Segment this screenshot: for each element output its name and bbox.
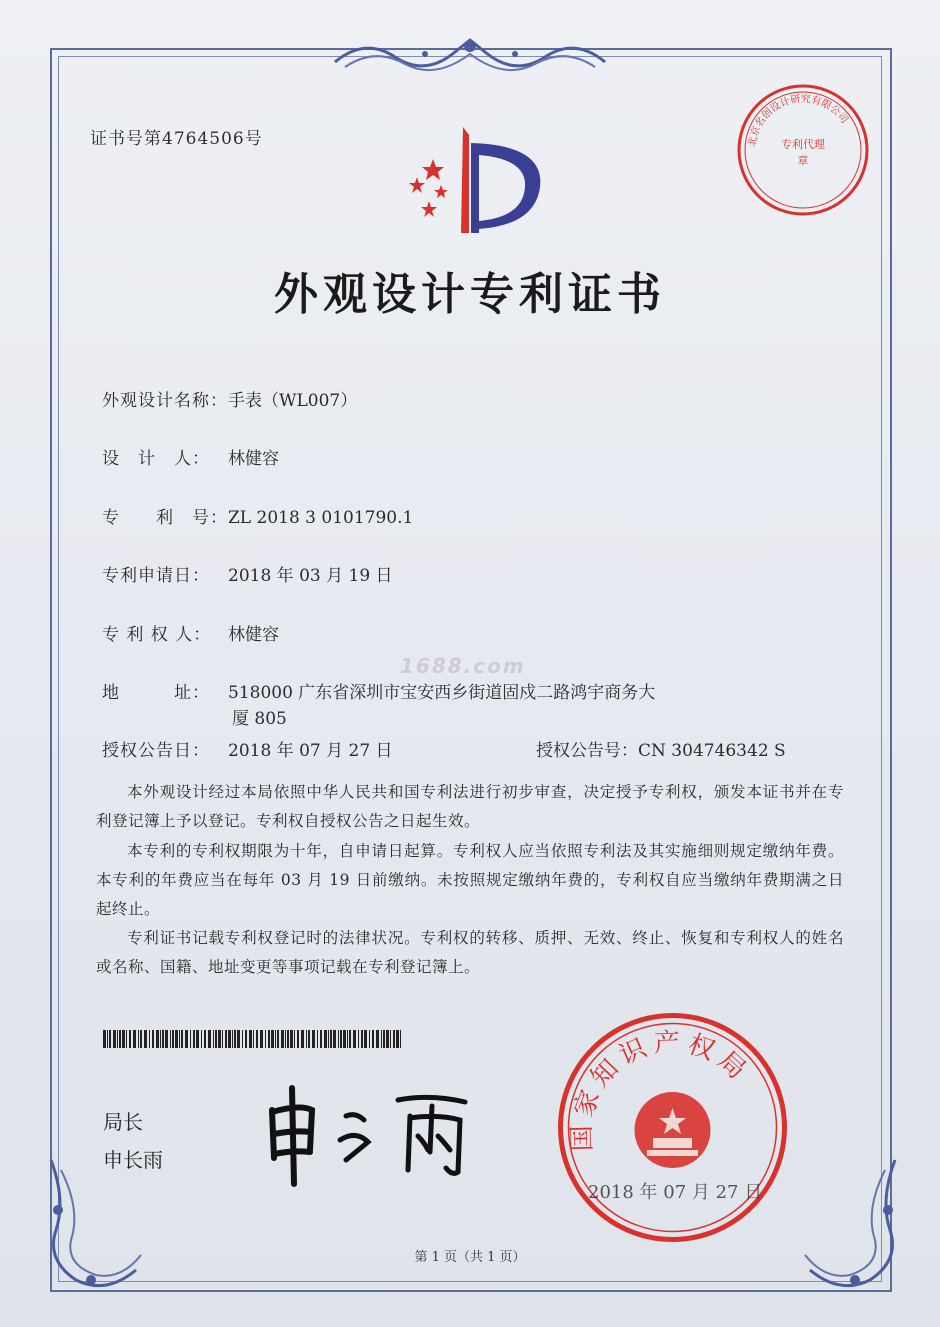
director-name: 申长雨 (103, 1148, 163, 1172)
barcode-bar (376, 1030, 379, 1048)
barcode-bar (181, 1030, 183, 1048)
barcode-bar (290, 1030, 293, 1048)
barcode-bar (361, 1030, 363, 1048)
barcode-bar (320, 1030, 322, 1048)
barcode-bar (162, 1030, 164, 1048)
barcode-bar (285, 1030, 286, 1048)
field-designer (102, 444, 279, 469)
barcode-bar (297, 1030, 299, 1048)
barcode-bar (265, 1030, 266, 1048)
field-value: CN 304746342 S (638, 741, 786, 761)
barcode-bar (126, 1030, 127, 1048)
barcode-bar (165, 1030, 168, 1048)
field-label: 授权公告日： (102, 741, 210, 761)
barcode-bar (119, 1030, 121, 1048)
barcode-bar (242, 1030, 243, 1048)
barcode-bar (133, 1030, 136, 1048)
barcode-bar (249, 1030, 252, 1048)
field-value: 2018 年 07 月 27 日 (228, 741, 393, 761)
field-grant-date (102, 736, 393, 761)
barcode (103, 1030, 403, 1048)
barcode-bar (179, 1030, 180, 1048)
barcode-bar (347, 1030, 348, 1048)
barcode-bar (185, 1030, 188, 1048)
barcode-bar (156, 1030, 159, 1048)
barcode-bar (107, 1030, 108, 1048)
address-line-2: 厦 805 (232, 709, 287, 729)
barcode-bar (312, 1030, 315, 1048)
director-signature (260, 1080, 480, 1190)
barcode-bar (204, 1030, 206, 1048)
office-seal-icon (555, 1010, 790, 1245)
svg-text:国家知识产权局: 国家知识产权局 (567, 1027, 756, 1152)
barcode-bar (160, 1030, 161, 1048)
barcode-bar (393, 1030, 395, 1048)
certificate-number: 证书号第4764506号 (90, 129, 263, 149)
barcode-bar (294, 1030, 295, 1048)
barcode-bar (358, 1030, 359, 1048)
barcode-bar (386, 1030, 389, 1048)
barcode-bar (196, 1030, 199, 1048)
barcode-bar (308, 1030, 310, 1048)
barcode-bar (396, 1030, 399, 1048)
svg-text:章: 章 (797, 154, 809, 167)
director-title: 局长 (103, 1110, 143, 1134)
barcode-bar (175, 1030, 178, 1048)
field-value: ZL 2018 3 0101790.1 (228, 508, 414, 528)
barcode-bar (340, 1030, 342, 1048)
field-grant-pub-no (536, 736, 786, 761)
barcode-bar (122, 1030, 125, 1048)
barcode-bar (381, 1030, 382, 1048)
barcode-bar (330, 1030, 332, 1048)
barcode-bar (117, 1030, 118, 1048)
field-label: 专利申请日： (102, 566, 210, 586)
barcode-bar (364, 1030, 367, 1048)
field-design-name (102, 386, 357, 411)
barcode-bar (237, 1030, 240, 1048)
barcode-bar (208, 1030, 211, 1048)
field-patent-no (102, 503, 413, 528)
field-value: 林健容 (228, 625, 279, 645)
barcode-bar (140, 1030, 142, 1048)
barcode-bar (281, 1030, 284, 1048)
barcode-bar (225, 1030, 227, 1048)
barcode-bar (306, 1030, 307, 1048)
field-label: 专 利 权 人： (102, 625, 212, 645)
barcode-bar (103, 1030, 106, 1048)
field-label: 专 利 号： (102, 508, 228, 528)
field-label: 设 计 人： (102, 449, 210, 469)
barcode-bar (109, 1030, 111, 1048)
field-value: 2018 年 03 月 19 日 (228, 566, 393, 586)
svg-text:北京名创设计研究有限公司: 北京名创设计研究有限公司 (746, 93, 850, 148)
barcode-bar (268, 1030, 270, 1048)
barcode-bar (277, 1030, 279, 1048)
field-label: 授权公告号： (536, 741, 638, 761)
field-patentee (102, 620, 279, 645)
field-label: 地 址： (102, 683, 210, 703)
barcode-bar (260, 1030, 263, 1048)
field-value: 手表（WL007） (228, 391, 358, 411)
barcode-bar (343, 1030, 346, 1048)
barcode-bar (353, 1030, 356, 1048)
paragraph-grant: 本外观设计经过本局依照中华人民共和国专利法进行初步审查，决定授予专利权，颁发本证书并在专利登记簿上予以登记。专利权自授权公告之日起生效。 (96, 783, 844, 830)
agency-seal-icon (735, 82, 871, 218)
field-label: 外观设计名称： (102, 391, 228, 411)
field-address (102, 678, 655, 703)
paragraph-legal-status: 专利证书记载专利权登记时的法律状况。专利权的转移、质押、无效、终止、恢复和专利权人的姓名或名称、国籍、地址变更等事项记载在专利登记簿上。 (96, 929, 844, 976)
barcode-bar (369, 1030, 370, 1048)
bottom-right-ornament (790, 1150, 910, 1300)
barcode-bar (383, 1030, 385, 1048)
barcode-bar (349, 1030, 351, 1048)
barcode-bar (149, 1030, 150, 1048)
barcode-bar (138, 1030, 139, 1048)
barcode-bar (256, 1030, 258, 1048)
barcode-bar (275, 1030, 276, 1048)
field-value: 518000 广东省深圳市宝安西乡街道固戍二路鸿宇商务大 (228, 683, 656, 703)
barcode-bar (390, 1030, 391, 1048)
field-value: 林健容 (228, 449, 279, 469)
barcode-bar (253, 1030, 254, 1048)
barcode-bar (152, 1030, 154, 1048)
barcode-bar (372, 1030, 374, 1048)
barcode-bar (172, 1030, 174, 1048)
barcode-bar (328, 1030, 329, 1048)
barcode-bar (324, 1030, 327, 1048)
barcode-bar (218, 1030, 221, 1048)
barcode-bar (113, 1030, 116, 1048)
barcode-bar (234, 1030, 236, 1048)
seal-date: 2018 年 07 月 27 日 (588, 1182, 763, 1203)
barcode-bar (333, 1030, 336, 1048)
paragraph-term: 本专利的专利权期限为十年，自申请日起算。专利权人应当依照专利法及其实施细则规定缴纳年费。本专利的年费应当在每年 03 月 19 日前缴纳。未按照规定缴纳年费的，专利权自应当缴纳年费期满之日起终止。 (96, 842, 844, 918)
barcode-bar (190, 1030, 191, 1048)
barcode-bar (215, 1030, 217, 1048)
barcode-bar (287, 1030, 289, 1048)
barcode-bar (301, 1030, 304, 1048)
top-ornament (325, 32, 615, 82)
barcode-bar (193, 1030, 195, 1048)
barcode-bar (232, 1030, 233, 1048)
page-footer: 第 1 页（共 1 页） (414, 1250, 526, 1265)
barcode-bar (213, 1030, 214, 1048)
barcode-bar (245, 1030, 247, 1048)
watermark: 1688.com (400, 654, 526, 678)
barcode-bar (129, 1030, 131, 1048)
patent-office-logo-icon (395, 125, 550, 235)
svg-text:专利代理: 专利代理 (781, 138, 825, 151)
barcode-bar (338, 1030, 339, 1048)
barcode-bar (222, 1030, 223, 1048)
barcode-bar (400, 1030, 401, 1048)
field-filing-date (102, 561, 393, 586)
barcode-bar (271, 1030, 274, 1048)
barcode-bar (317, 1030, 318, 1048)
certificate-title: 外观设计专利证书 (274, 269, 666, 320)
barcode-bar (228, 1030, 231, 1048)
barcode-bar (144, 1030, 147, 1048)
barcode-bar (201, 1030, 202, 1048)
barcode-bar (170, 1030, 171, 1048)
